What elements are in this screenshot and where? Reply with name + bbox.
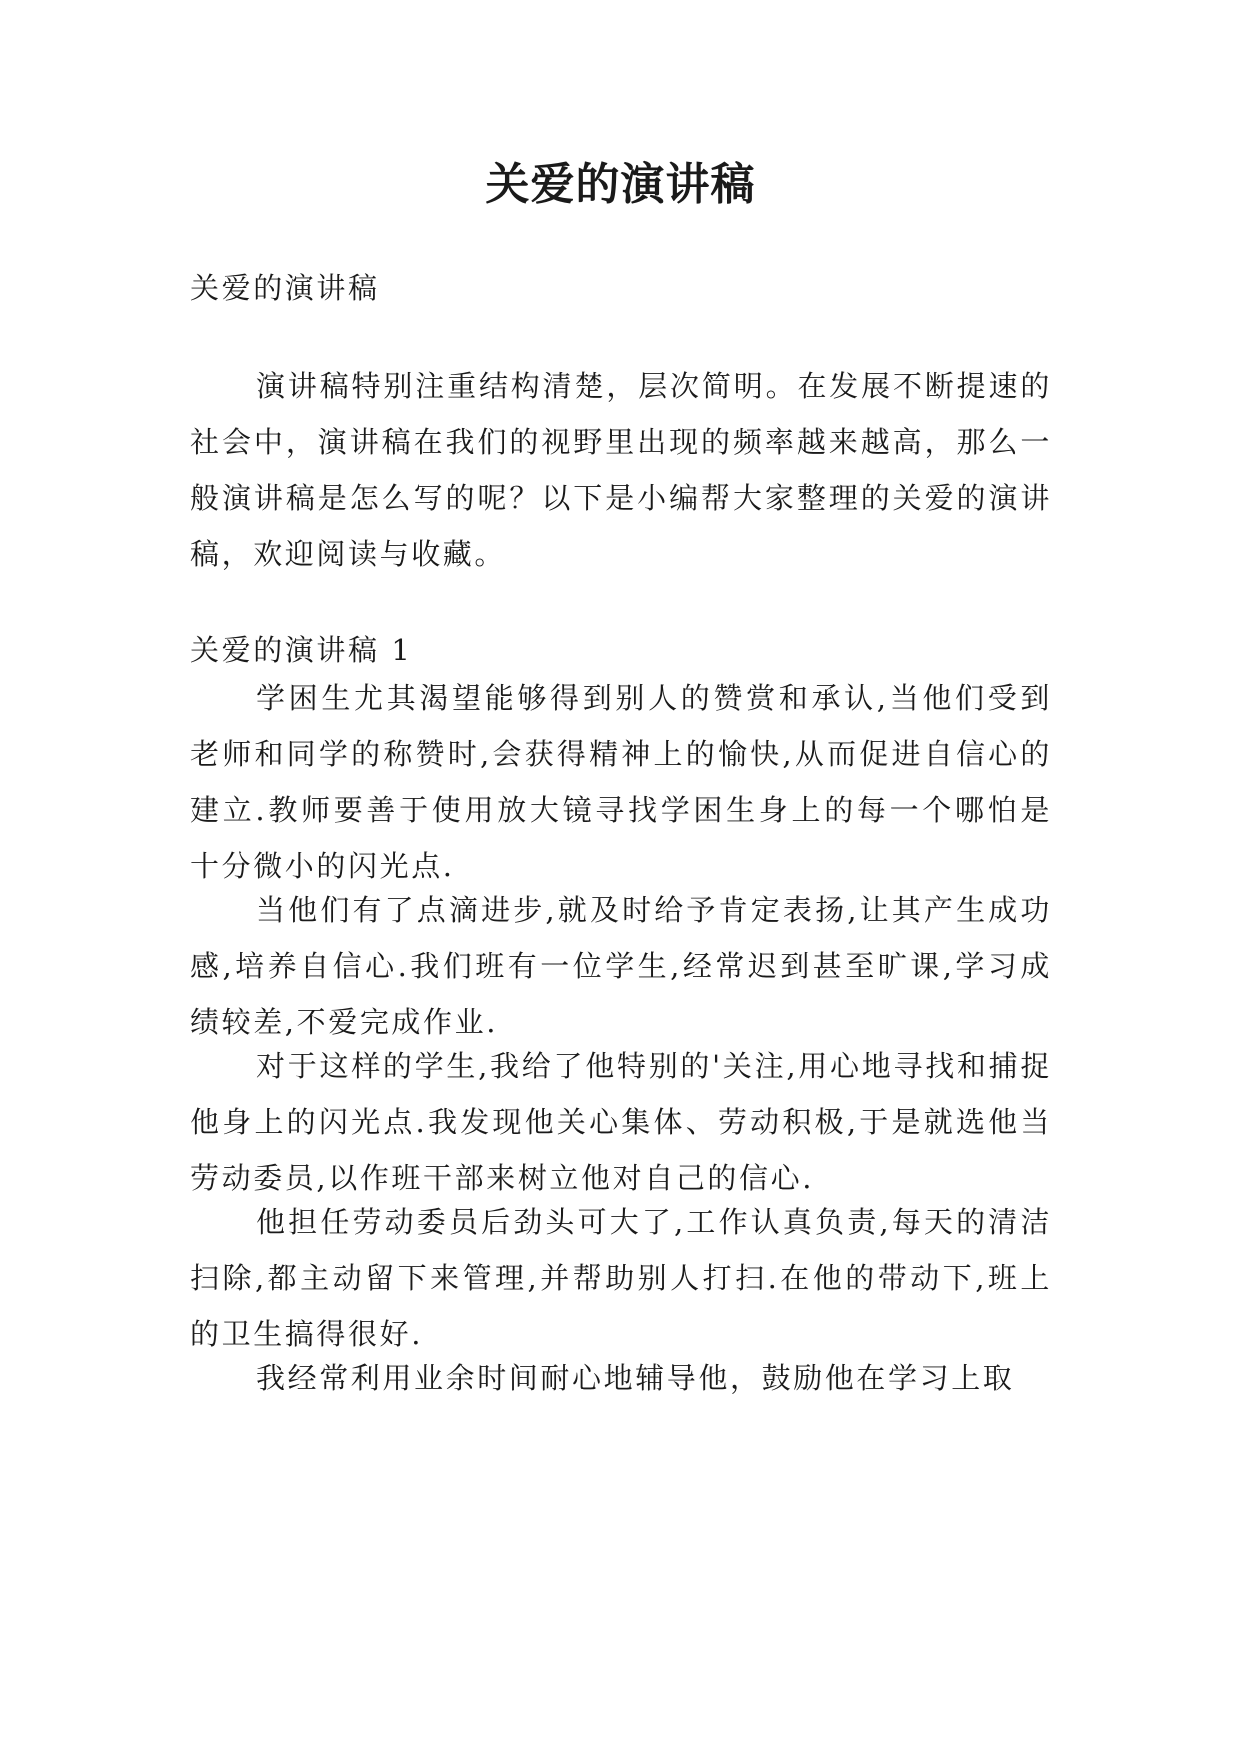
body-paragraph-2: 当他们有了点滴进步,就及时给予肯定表扬,让其产生成功感,培养自信心.我们班有一位学生,经常迟到甚至旷课,学习成绩较差,不爱完成作业. [190, 893, 1052, 1039]
intro-paragraph: 演讲稿特别注重结构清楚，层次简明。在发展不断提速的社会中，演讲稿在我们的视野里出现的频率越来越高，那么一般演讲稿是怎么写的呢？以下是小编帮大家整理的关爱的演讲稿，欢迎阅读与收藏。 [190, 369, 1052, 571]
document-title: 关爱的演讲稿 [485, 159, 756, 210]
body-paragraph-1: 学困生尤其渴望能够得到别人的赞赏和承认,当他们受到老师和同学的称赞时,会获得精神上的愉快,从而促进自信心的建立.教师要善于使用放大镜寻找学困生身上的每一个哪怕是十分微小的闪光点. [190, 681, 1052, 883]
body-paragraph-3: 对于这样的学生,我给了他特别的'关注,用心地寻找和捕捉他身上的闪光点.我发现他关心集体、劳动积极,于是就选他当劳动委员,以作班干部来树立他对自己的信心. [190, 1049, 1052, 1195]
document-subtitle: 关爱的演讲稿 [190, 271, 380, 305]
body-paragraph-5: 我经常利用业余时间耐心地辅导他，鼓励他在学习上取 [256, 1361, 1015, 1395]
section-heading: 关爱的演讲稿 1 [190, 633, 413, 667]
body-paragraph-4: 他担任劳动委员后劲头可大了,工作认真负责,每天的清洁扫除,都主动留下来管理,并帮助别人打扫.在他的带动下,班上的卫生搞得很好. [190, 1205, 1052, 1351]
